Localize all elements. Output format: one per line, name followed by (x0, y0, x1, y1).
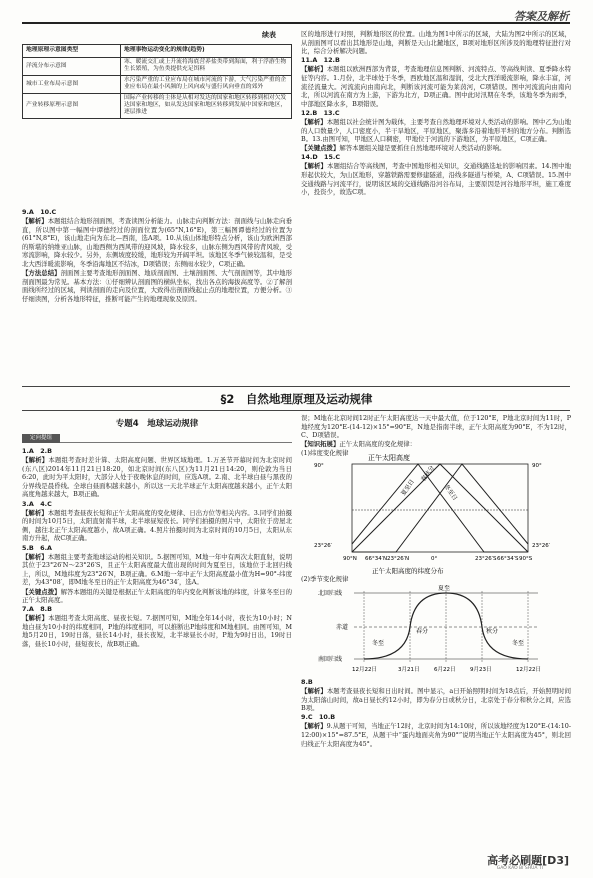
series-label: 冬至日 (442, 483, 459, 502)
paragraph-text: 本题组主要考查地球运动的相关知识。5.据图可知，M地一年中有两次太阳直射，说明其位于23°26′N～23°26′S，且正午太阳高度最大值出现的时间为夏至日，该地位于北回归线上，所以，M地纬度为23°26′N，B项正确。6.M地一年中正午太阳高度最小值为H=90°-纬度差，为43°08′，即M地冬至日的正午太阳高度为46°34′，选A。 (22, 552, 293, 587)
table-row (23, 93, 292, 118)
answer-tag: 【解析】 (301, 65, 327, 74)
series-label: 春秋分 (419, 464, 436, 484)
paragraph-text: 本题组以社会统计图为载体，主要考查自然地理环境对人类活动的影响。图中乙为山地的人口数量少，人口密度小，半干旱地区，平原地区，聚落多沿着地形平坦的地方分布。判断选B。13.由图可知，甲地区人口稠密，甲地位于河流的下游地区，为平原地区，C项正确。 (301, 117, 571, 144)
x-tick-label: 23°26′S (475, 556, 497, 562)
answer-tag: 9.A 10.C (22, 208, 57, 216)
paragraph (22, 553, 292, 587)
answer-tag: 14.D 15.C (301, 153, 341, 162)
y-tick-label: 90° (314, 463, 324, 469)
table-cell: 寒、暖流交汇或上升流将海底营养盐类带到海面，利于浮游生物生长繁殖，为鱼类提供充足饵料 (121, 58, 292, 76)
answer-tag: 【解析】 (301, 117, 327, 126)
season-label: 秋分 (486, 628, 499, 635)
right-bottom-column (301, 678, 571, 749)
season-label: 冬至 (512, 640, 525, 647)
series-equinox-line (352, 464, 528, 552)
paragraph (22, 588, 292, 605)
answer-tag: 【解析】 (22, 614, 49, 623)
right-top-column (301, 30, 571, 197)
paragraph (301, 65, 571, 108)
section-rule-bottom (22, 410, 570, 411)
table-header-row (23, 45, 292, 58)
answer-tag: 【解析】 (22, 508, 48, 517)
date-label: 12月22日 (352, 667, 377, 673)
season-label: 春分 (416, 628, 429, 635)
x-tick-label: 66°34′N (365, 556, 388, 562)
y-tick-label: 23°26′ (314, 543, 332, 549)
table-cell: 城市工业布局示意图 (23, 75, 121, 93)
y-tick-label: 90° (532, 463, 542, 469)
footer-brand: 高考必刷题[D3] (487, 854, 569, 867)
date-label: 3月21日 (398, 667, 420, 673)
x-tick-label: 90°N (343, 556, 357, 562)
answer-tag: 【解析】 (22, 552, 48, 561)
footer-sub: GAO KAO BI SHUA TI (496, 866, 543, 871)
topic-title: 专题4 地球运动规律 (115, 419, 199, 429)
answer-tag: 【关键点拨】 (22, 587, 61, 596)
answer-tag: 5.B 6.A (22, 543, 52, 552)
paragraph (301, 678, 571, 687)
equator-label: 赤道 (336, 624, 349, 631)
header-rule (22, 22, 570, 24)
table-cell: 水污染严重的工业应布局在城市河流的下游，大气污染严重的企业应布局在最小风频的上风向或与盛行风向垂直的郊外 (121, 75, 292, 93)
north-tropic-label: 北回归线 (318, 590, 343, 597)
date-label: 9月23日 (470, 667, 492, 673)
paragraph-text: 本题组考查昼夜长短和正午太阳高度的变化规律、日出方位等相关内容。3.同学们拍摄的时间为10月5日，太阳直射南半球，北半球昼短夜长。同学们拍摄的照片中，太阳位于房屋北侧，越往北正午太阳高度越小，故A项正确。4.照片拍摄时间为北京时间的10月5日，太阳从东南方升起，故C项正确。 (22, 508, 292, 543)
paragraph (22, 456, 292, 499)
chart2-heading: (2)季节变化规律 (301, 575, 349, 583)
paragraph (301, 144, 571, 153)
answer-tag: 11.A 12.B (301, 56, 340, 65)
paragraph (22, 208, 292, 217)
south-tropic-label: 南回归线 (318, 656, 343, 663)
answer-tag: 9.C 10.B (301, 713, 336, 722)
paragraph (22, 269, 292, 303)
paragraph (301, 30, 571, 56)
paragraph (301, 713, 571, 722)
paragraph (22, 614, 292, 648)
y-tick-label: 23°26′ (532, 543, 550, 549)
section-rule-top (22, 386, 570, 387)
chart1-title: 正午太阳高度 (368, 454, 410, 462)
paragraph (301, 687, 571, 713)
answer-tag: 12.B 13.C (301, 108, 340, 117)
chart1-caption: 正午太阳高度的纬度分布 (372, 567, 444, 574)
paragraph-text: 本题组结合等高线图，考查中国地形相关知识，交通线路选址的影响因素。14.图中地形起伏较大，为山区地形，穿越铁路需要修建隧道，沿线多隧道与桥梁，A、C项错误。15.图中交通线路与河流平行，说明该区域的交通线路沿河谷布局，主要原因是河谷地形平坦，施工难度小，投资少，故选C项。 (301, 162, 571, 197)
answer-tag: 7.A 8.B (22, 605, 52, 614)
paragraph (301, 162, 571, 196)
paragraph-text: 9.从题干可知，当地正午12时，北京时间为14:10时，所以该地经度为120°E-(14:10-12:00)×15°=87.5°E，从题干中“蛋内地面夹角为90°”说明当地正午太阳高度为45°，则北回归线正午太阳高度为45°。 (301, 722, 571, 748)
season-label: 夏至 (438, 585, 451, 592)
paragraph (22, 500, 292, 509)
latitude-chart (312, 452, 562, 574)
paragraph-text: (1)纬度变化规律 (301, 449, 349, 458)
answer-tag: 【解析】 (301, 687, 327, 696)
paragraph-text: 区的地形进行对照，判断地形区的位置。山地为图1中所示的区域，大陆为图2中所示的区域，从剖面图可以看出其地形是山地，判断是天山北麓地区，B项对地形区所涉及的地理特征进行对比，综合分析解决问题。 (301, 30, 571, 56)
series-winter-line (352, 464, 528, 552)
table-header: 地理原理示意图类型 (23, 45, 121, 58)
table-row (23, 58, 292, 76)
paragraph-text: 解答本题组关键是要抓住自然地理环境对人类活动的影响。 (339, 144, 506, 153)
answer-tag: 1.A 2.B (22, 447, 52, 455)
answer-tag: 【知识拓展】 (301, 440, 340, 449)
date-label: 6月22日 (434, 667, 456, 673)
paragraph (301, 109, 571, 118)
paragraph (301, 722, 571, 748)
paragraph (22, 509, 292, 543)
answer-tag: 3.A 4.C (22, 499, 52, 508)
left-top-column (22, 208, 292, 304)
seasonal-chart (318, 585, 568, 673)
table-header: 地理事物运动变化的规律(趋势) (121, 45, 292, 58)
paragraph-text: 本题考查昼夜长短和日出时间。图中显示，a日开始照明时间为18点后，开始照明时间为太阳落山时间，故a日昼长约12小时，即为春分日或秋分日，北京处于春分和秋分之间，应选B项。 (301, 687, 572, 713)
answer-tag: 【解析】 (22, 456, 49, 465)
paragraph (22, 447, 292, 456)
table-row (23, 75, 292, 93)
paragraph-text: 本题组结合地形剖面图，考查读图分析能力。山脉走向判断方法：剖面线与山脉走向垂直，所以图中第一幅图中谭德经过的剖面位置为(65°N,16°E)，第三幅图谭德经过的位置为(61°N,8°E)，该山地走向为东北—西南，选A项。10.从该山体地形特点分析，该山为欧洲西部的斯堪的纳维亚山脉，山地西侧为西风带的迎风坡，降水较多，山脉东侧为西风带的背风坡，受寒流影响，降水较少。另外，东侧坡度较缓，地形较为开阔平坦。该地区冬季气候较温和，是受北大西洋暖流影响，冬季沿海地区不结冰，D项错误；东侧雨水较少，C项正确。 (22, 217, 292, 269)
paragraph-text: 剖面图主要考查地形剖面图、地质剖面图、土壤剖面图、大气剖面图等，其中地形剖面图最为常见。基本方法：①仔细辨认剖面图的横纵坐标，找出各点的海拔高度等。②了解剖面线所经过的区域，判读剖面的走向及位置，大致得出剖面线起止点的地理位置，方便分析。③仔细读图，分析各地形特征，推断可能产生的地理现象及原因。 (22, 269, 292, 303)
chart1-frame (352, 464, 528, 552)
table-cell: 产业转移原理示意图 (23, 93, 121, 118)
x-tick-label: 0° (431, 556, 438, 562)
table-cell: 洋流分布示意图 (23, 58, 121, 76)
continued-label: 续表 (262, 31, 276, 39)
paragraph (22, 605, 292, 614)
series-summer-line (352, 464, 528, 552)
principle-table (22, 44, 292, 119)
answer-tag: 【方法总结】 (22, 269, 61, 278)
x-tick-label: 66°34′S (497, 556, 519, 562)
paragraph (301, 440, 571, 449)
answer-tag: 【解析】 (301, 722, 327, 731)
paragraph (22, 544, 292, 553)
answer-tag: 8.B (301, 678, 313, 686)
paragraph (301, 56, 571, 65)
paragraph-text: 本题组以欧洲西部为背景，考查地理信息图判断、河流特点、等高线判读、夏季降水特征等内容。1.月份，北半球处于冬季，西欧地区温和湿润，受北大西洋暖流影响，降水丰富，河流径流量大。河流流向由南向北，判断该河流可能为莱茵河，C项错误。图中河流流向由南向北，所以河流在南方为上游，下游为北方，D项正确。图中此时汛期在冬季，该地冬季为雨季，中部地区降水多，B项错误。 (301, 65, 571, 108)
paragraph (301, 153, 571, 162)
paragraph (301, 414, 571, 440)
paragraph (301, 118, 571, 144)
paragraph-text: 本题组考查太阳高度、昼夜长短。7.据图可知，M地全年14小时，夜长为10小时；N地白昼为10小时的纬度相同，P地的纬度相同，可以推断出P地纬度和M地相同。由图可知，M地5月20日，19时日落，昼长14小时，昼长夜短，北半球昼长小时，P地为9时日出，19时日落，昼长10小时，昼短夜长，故B项正确。 (22, 614, 292, 649)
paragraph (22, 217, 292, 269)
x-tick-label: 23°26′N (387, 556, 410, 562)
level-rule (60, 442, 292, 443)
left-bottom-column (22, 447, 292, 649)
paragraph-text: 本题组考查时差计算、太阳高度问题、世界区域地理。1.万圣节开幕时间为北京时间(东八区)2014年11月21日18:20，如北京时间(东八区)为11月21日14:20，则伦敦为当日6:20，此时为平太阳时，大部分人处于夜晚休息的时间，应选A项。2.南、北半球白昼与黑夜的分界线是晨昏线。全球白昼面积越来越小，所以这一天北半球正午太阳高度越来越小，正午太阳高度角越来越大，B项正确。 (22, 456, 292, 499)
table-cell: 国际产业转移的主体是从相对发达的国家和地区转移到相对欠发达国家和地区，如从发达国家和地区转移到发展中国家和地区，逐层推进 (121, 93, 292, 118)
header-title: 答案及解析 (514, 10, 569, 23)
date-label: 12月22日 (516, 667, 541, 673)
paragraph-text: 误；M地在北京时间12时正午太阳高度达一天中最大值，位于120°E，P地北京时间为11时，P地经度为120°E-(14-12)×15°=90°E，N地是指南半球，正午太阳高度为90°E，不为12时，C、D项错误。 (301, 414, 571, 440)
answer-tag: 【解析】 (301, 162, 327, 171)
section-title: §2 自然地理原理及运动规律 (220, 392, 373, 406)
answer-tag: 【解析】 (22, 217, 48, 226)
series-label: 夏至日 (399, 478, 416, 498)
answer-tag: 【关键点拨】 (301, 144, 340, 153)
paragraph-text: 正午太阳高度的变化规律： (339, 440, 417, 449)
paragraph-text: 解答本题组的关键是根据正午太阳高度的年内变化判断该地的纬度，计算冬至日的正午太阳高度。 (22, 587, 292, 605)
x-tick-label: 90°S (519, 556, 533, 562)
level-badge: 定向提组 (22, 434, 60, 443)
season-label: 冬至 (372, 640, 385, 647)
